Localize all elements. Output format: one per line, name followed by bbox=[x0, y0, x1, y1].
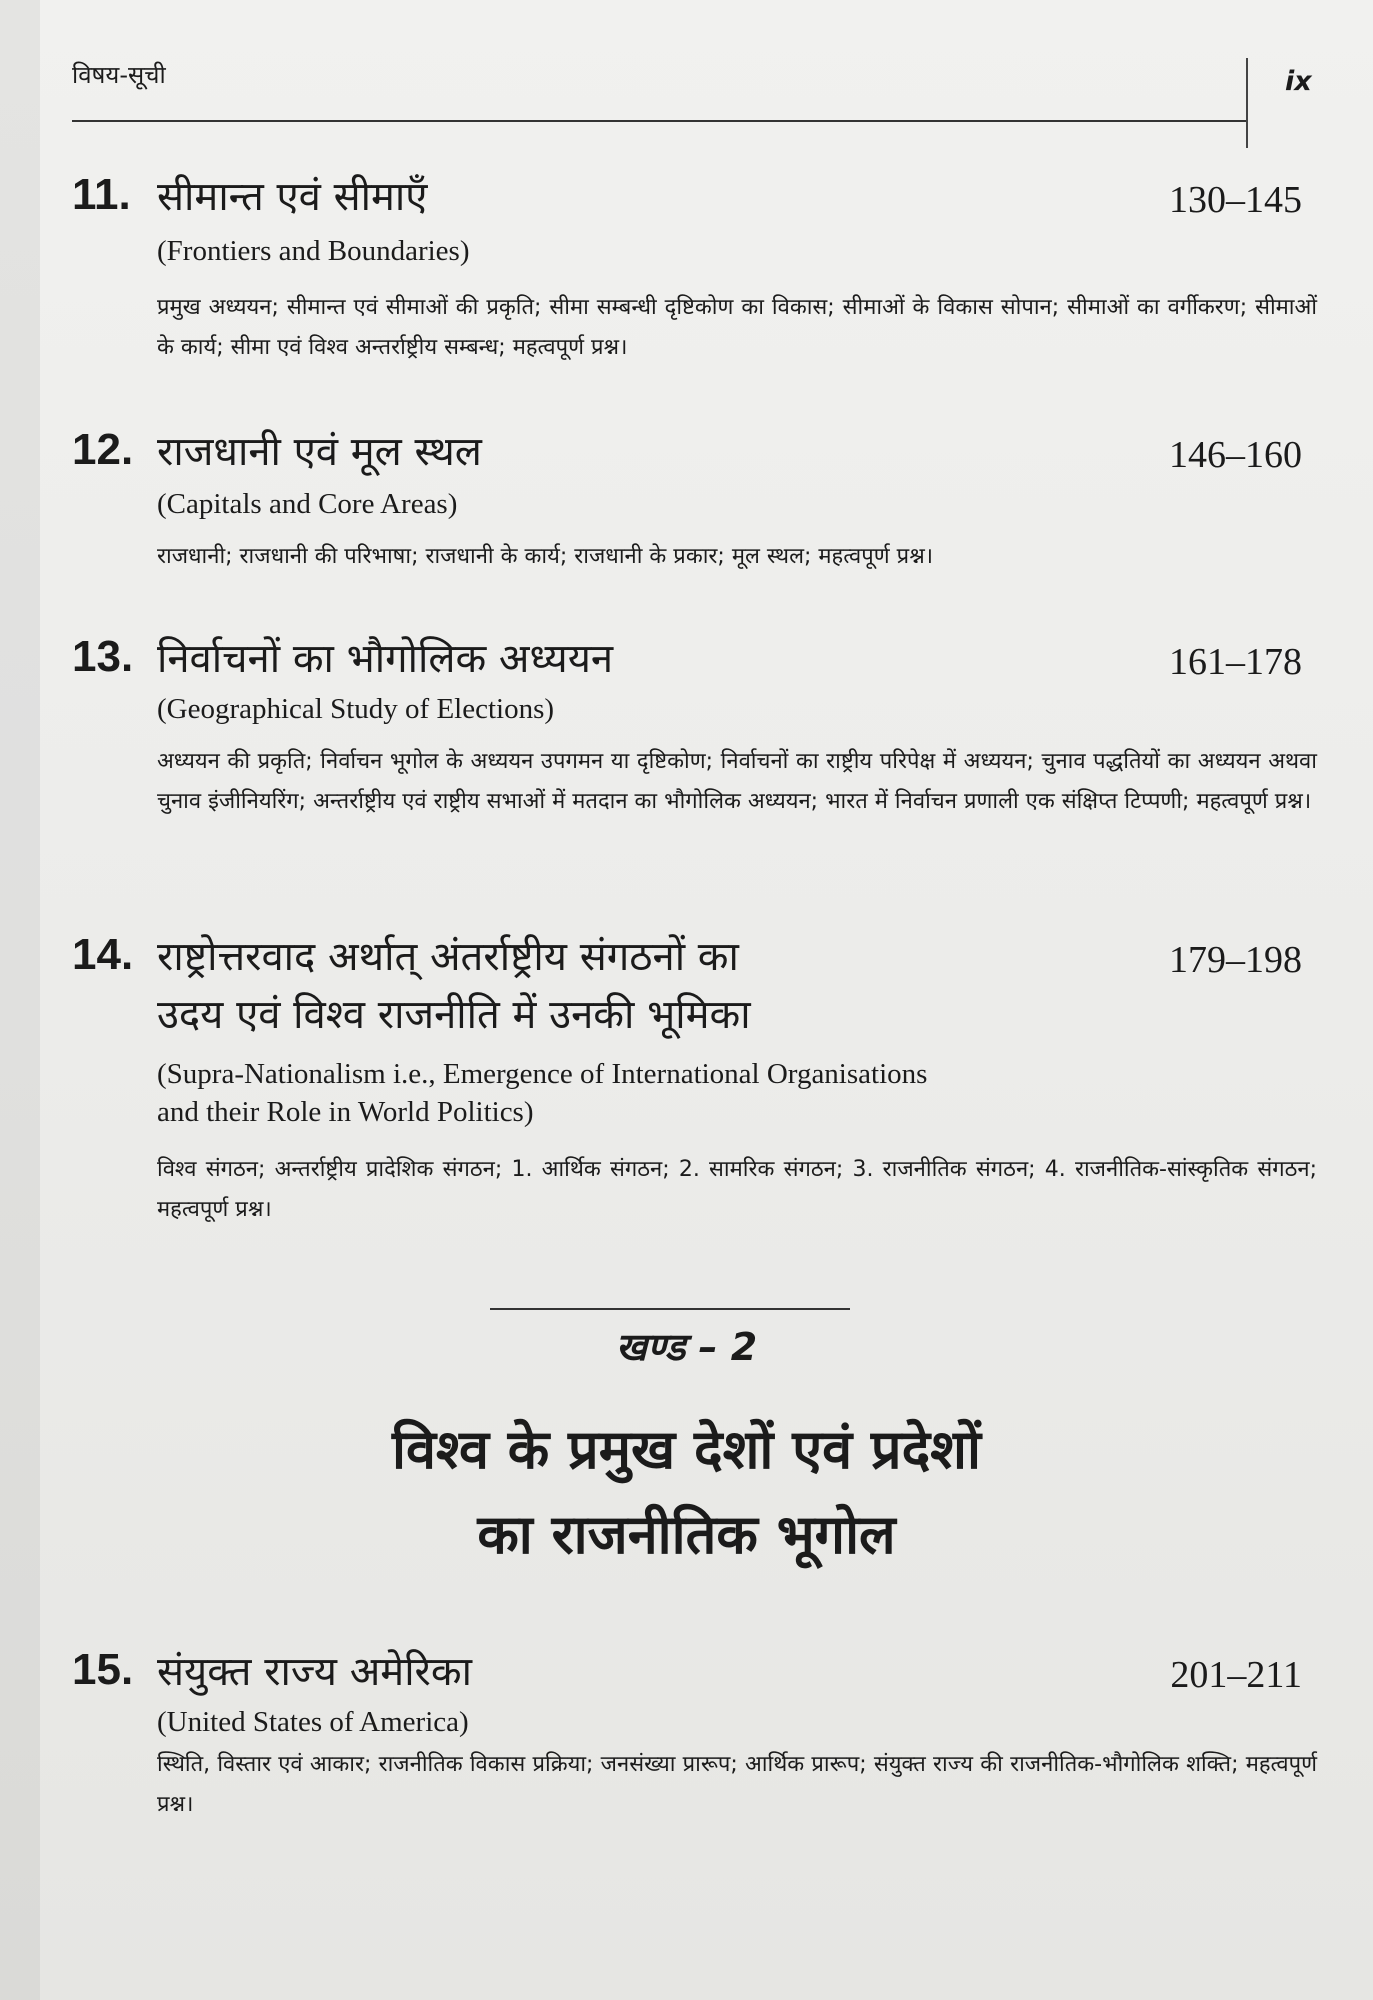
chapter-title-english: (Frontiers and Boundaries) bbox=[157, 235, 470, 267]
page-range: 161–178 bbox=[1169, 641, 1302, 683]
chapter-number: 11. bbox=[72, 170, 131, 219]
header-rule bbox=[72, 120, 1247, 122]
running-header-title: विषय-सूची bbox=[72, 61, 166, 89]
chapter-title-english: (Capitals and Core Areas) bbox=[157, 488, 458, 520]
chapter-title-english: (United States of America) bbox=[157, 1706, 469, 1738]
page-range: 130–145 bbox=[1169, 179, 1302, 221]
chapter-description: राजधानी; राजधानी की परिभाषा; राजधानी के कार्य; राजधानी के प्रकार; मूल स्थल; महत्वपूर्ण प्रश्न। bbox=[157, 544, 934, 569]
section-label: खण्ड – 2 bbox=[615, 1325, 758, 1369]
chapter-title-english: (Geographical Study of Elections) bbox=[157, 693, 555, 725]
page-number: ix bbox=[1285, 66, 1312, 97]
chapter-title-hindi: निर्वाचनों का भौगोलिक अध्ययन bbox=[157, 636, 614, 682]
chapter-number: 15. bbox=[72, 1645, 134, 1694]
section-title-line1: विश्व के प्रमुख देशों एवं प्रदेशों bbox=[391, 1418, 982, 1481]
toc-entry-15 bbox=[72, 1645, 1317, 1865]
toc-entry-14 bbox=[72, 930, 1317, 1250]
chapter-title-hindi-line1: राष्ट्रोत्तरवाद अर्थात् अंतर्राष्ट्रीय संगठनों का bbox=[157, 934, 739, 980]
page-edge-shadow bbox=[0, 0, 40, 2000]
page-range: 146–160 bbox=[1169, 434, 1302, 476]
page-range: 179–198 bbox=[1169, 939, 1302, 981]
chapter-description: विश्व संगठन; अन्तर्राष्ट्रीय प्रादेशिक संगठन; 1. आर्थिक संगठन; 2. सामरिक संगठन; 3. राजनीतिक संगठन; 4. राजनीतिक-सांस्कृतिक संगठन; महत्वपूर्ण प्रश्न। bbox=[157, 1157, 1317, 1222]
chapter-number: 13. bbox=[72, 632, 134, 681]
chapter-number: 12. bbox=[72, 425, 134, 474]
chapter-title-english-line1: (Supra-Nationalism i.e., Emergence of International Organisations bbox=[157, 1058, 928, 1090]
toc-entry-11 bbox=[72, 170, 1317, 380]
section-divider bbox=[490, 1308, 850, 1310]
chapter-title-hindi: संयुक्त राज्य अमेरिका bbox=[157, 1649, 472, 1695]
page-range: 201–211 bbox=[1170, 1654, 1302, 1696]
chapter-title-hindi: सीमान्त एवं सीमाएँ bbox=[157, 174, 428, 220]
chapter-description: अध्ययन की प्रकृति; निर्वाचन भूगोल के अध्ययन उपगमन या दृष्टिकोण; निर्वाचनों का राष्ट्रीय परिपेक्ष में अध्ययन; चुनाव पद्धतियों का अध्ययन अथवा चुनाव इंजीनियरिंग; अन्तर्राष्ट्रीय एवं राष्ट्रीय सभाओं में मतदान का भौगोलिक अध्ययन; भारत में निर्वाचन प्रणाली एक संक्षिप्त टिप्पणी; महत्वपूर्ण प्रश्न। bbox=[157, 749, 1317, 814]
header-vertical-rule bbox=[1246, 58, 1248, 148]
toc-entry-13 bbox=[72, 632, 1317, 892]
chapter-title-english-line2: and their Role in World Politics) bbox=[157, 1096, 534, 1128]
chapter-title-hindi: राजधानी एवं मूल स्थल bbox=[157, 429, 482, 475]
chapter-number: 14. bbox=[72, 930, 134, 979]
chapter-description: स्थिति, विस्तार एवं आकार; राजनीतिक विकास प्रक्रिया; जनसंख्या प्रारूप; आर्थिक प्रारूप; संयुक्त राज्य की राजनीतिक-भौगोलिक शक्ति; महत्वपूर्ण प्रश्न। bbox=[157, 1752, 1317, 1817]
chapter-title-hindi-line2: उदय एवं विश्व राजनीति में उनकी भूमिका bbox=[157, 992, 751, 1038]
section-title-line2: का राजनीतिक भूगोल bbox=[477, 1503, 896, 1566]
toc-entry-12 bbox=[72, 425, 1312, 595]
chapter-description: प्रमुख अध्ययन; सीमान्त एवं सीमाओं की प्रकृति; सीमा सम्बन्धी दृष्टिकोण का विकास; सीमाओं के विकास सोपान; सीमाओं का वर्गीकरण; सीमाओं के कार्य; सीमा एवं विश्व अन्तर्राष्ट्रीय सम्बन्ध; महत्वपूर्ण प्रश्न। bbox=[157, 295, 1317, 360]
